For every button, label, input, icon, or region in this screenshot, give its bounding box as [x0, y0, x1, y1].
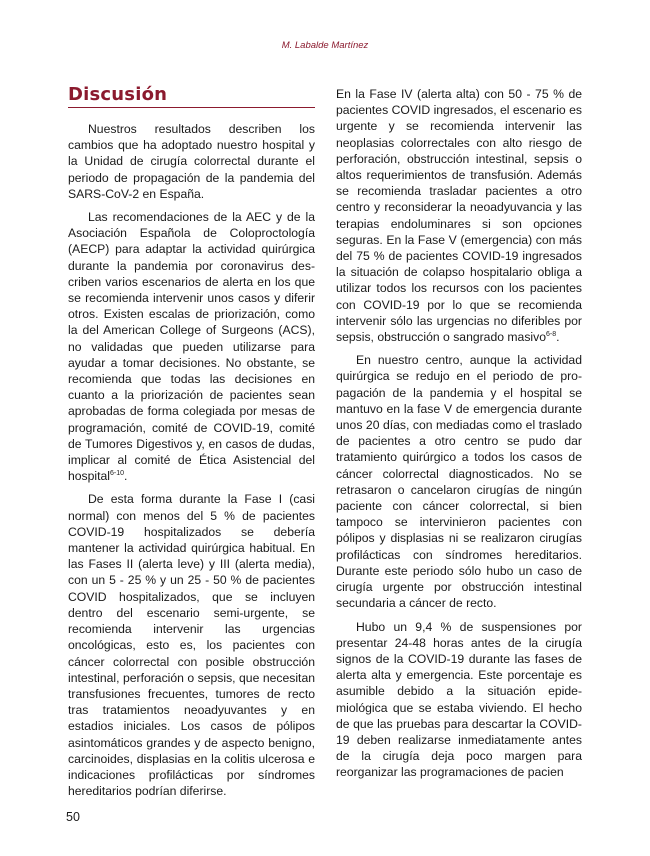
paragraph-text: Hubo un 9,4 % de suspensiones por presentar 24-48 horas antes de la cirugía signos de la COVID-19 durante las fases de alerta alta y emergencia. Este porcentaje es asumible debido a la situación epidemiológica que se estaba viviendo. El hecho de que las pruebas para descartar la COVID-19 deben realizarse inmediatamente antes de la cirugía deja poco margen para reorganizar las programaciones de pacien: [336, 619, 582, 780]
paragraph: [336, 86, 582, 345]
paragraph: [68, 209, 315, 484]
running-head: M. Labalde Martínez: [281, 40, 369, 51]
paragraph-text: En nuestro centro, aunque la actividad quirúrgica se redujo en el periodo de propagación de la pandemia y el hospital se mantuvo en la fase V de emergencia durante unos 20 días, con mediadas como el traslado de pacientes a otro centro se pudo dar tratamiento quirúrgico a todos los casos de cáncer colorrectal diagnosticados. No se retrasaron o cancelaron cirugías de ningún paciente con cáncer colorrectal, si bien tampoco se intervinieron pacientes con pólipos y displasias ni se realizaron cirugías profilácticas con síndromes hereditarios. Durante este periodo sólo hubo un caso de cirugía urgente por obstrucción intestinal secundaria a cáncer de recto.: [336, 353, 582, 611]
page-number: 50: [66, 810, 80, 824]
paragraph: [68, 491, 315, 799]
paragraph-text: En la Fase IV (alerta alta) con 50 - 75 % de pacientes COVID ingresados, el escenario es urgente y se recomienda intervenir las neoplasias colorrectales con alto riesgo de perforación, obstrucción intestinal, sepsis o altos requerimientos de transfusión. Además se recomienda trasladar pacientes a otro centro y reconsiderar la neoadyuvancia y las terapias endoluminares si son opciones seguras. En la Fase V (emergencia) con más del 75 % de pacientes COVID-19 ingresados la situación de colapso hospitalario obliga a utilizar todos los recursos con los pacientes con COVID-19 por lo que se recomienda intervenir sólo las urgencias no diferibles por sepsis, obstrucción o sangrado masivo: [336, 87, 582, 345]
paragraph-tail: .: [556, 330, 560, 345]
paragraph-text: De esta forma durante la Fase I (casi normal) con menos del 5 % de pacientes COVID-19 hospitalizados se debería mantener la actividad quirúrgica habitual. En las Fases II (alerta leve) y III (alerta media), con un 5 - 25 % y un 25 - 50 % de pacientes COVID hospitalizados, que se incluyen dentro del escenario semi-urgente, se recomienda intervenir las urgencias oncológicas, esto es, los pacientes con cáncer colorrectal con posible obstrucción intestinal, perforación o sepsis, que necesitan transfusiones frecuentes, tumores de recto tras tratamientos neoadyuvantes y en estadios iniciales. Los casos de pólipos asintomáticos grandes y de aspecto benigno, carcinoides, displasias en la colitis ulcerosa e indicaciones profilácticas por síndromes hereditarios podrían diferirse.: [68, 492, 315, 799]
right-column: [336, 86, 582, 788]
paragraph: [68, 121, 315, 202]
paragraph-text: Nuestros resultados describen los cambios que ha adoptado nuestro hospital y la Unidad de cirugía colorrectal durante el periodo de propagación de la pandemia del SARS-CoV-2 en España.: [68, 122, 315, 201]
paragraph-text: Las recomendaciones de la AEC y de la Asociación Española de Coloproctología (AECP) para adaptar la actividad quirúrgica durante la pandemia por coronavirus describen varios escenarios de alerta en los que se recomienda intervenir unos casos y diferir otros. Existen escalas de priorización, como la del American College of Surgeons (ACS), no validadas que pueden utilizarse para ayudar a tomar decisiones. No obstante, se recomienda que todas las decisiones en cuanto a la priorización de pacientes sean aprobadas de forma colegiada por mesas de programación, comité de COVID-19, comité de Tumores Digestivos y, en casos de dudas, implicar al comité de Ética Asistencial del hospital: [68, 210, 315, 484]
section-title: Discusión: [68, 84, 315, 108]
reference-citation: 6-10: [110, 470, 125, 478]
paragraph-tail: .: [124, 469, 128, 484]
paragraph: [336, 352, 582, 611]
reference-citation: 6-8: [546, 330, 557, 338]
paragraph: [336, 619, 582, 781]
left-column: [68, 121, 315, 806]
